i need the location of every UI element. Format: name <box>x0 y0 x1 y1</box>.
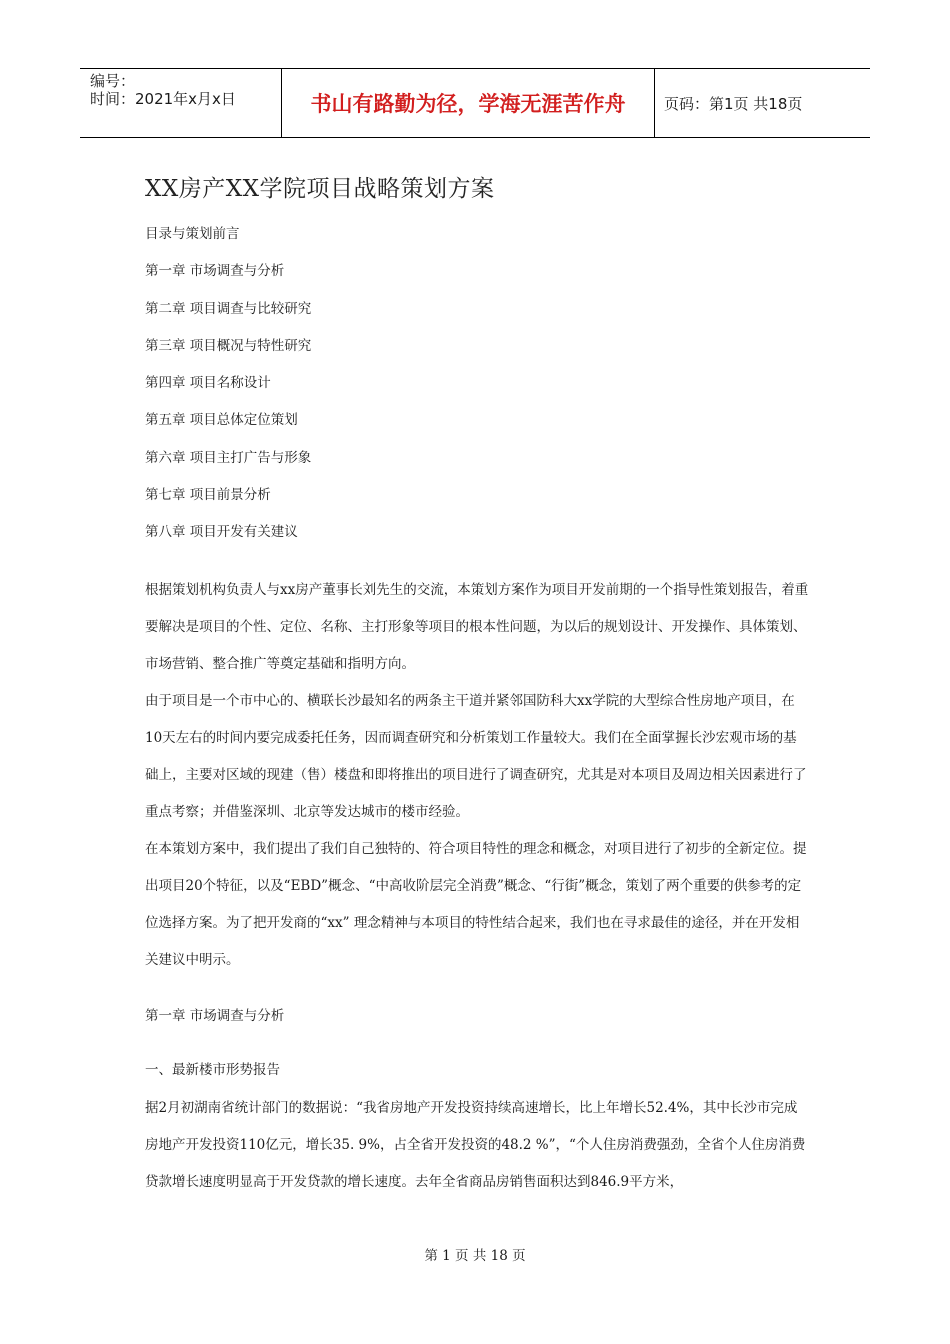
chapter-heading: 第一章 市场调查与分析 <box>145 1008 285 1024</box>
toc-item: 第七章 项目前景分析 <box>145 487 271 504</box>
document-number: 编号： <box>90 72 136 90</box>
section-paragraph: 据2月初湖南省统计部门的数据说：“我省房地产开发投资持续高速增长，比上年增长52.4%，其中长沙市完成房地产开发投资110亿元，增长35. 9%，占全省开发投资的48.2 %”，“个人住房消费强劲，全省个人住房消费贷款增长速度明显高于开发贷款的增长速度。去年全省商品房销售面积达到846.9平方米， <box>145 1100 806 1190</box>
section-heading: 一、最新楼市形势报告 <box>145 1062 280 1078</box>
document-title: XX房产XX学院项目战略策划方案 <box>145 176 495 202</box>
toc-item: 目录与策划前言 <box>145 226 240 242</box>
document-date: 时间：2021年x月x日 <box>90 90 236 108</box>
toc-item: 第六章 项目主打广告与形象 <box>145 449 312 466</box>
table-of-contents <box>145 222 311 558</box>
preface-paragraph: 根据策划机构负责人与xx房产董事长刘先生的交流，本策划方案作为项目开发前期的一个指导性策划报告，着重要解决是项目的个性、定位、名称、主打形象等项目的根本性问题，为以后的规划设计、开发操作、具体策划、市场营销、整合推广等奠定基础和指明方向。 <box>145 582 809 672</box>
toc-item: 第八章 项目开发有关建议 <box>145 524 298 541</box>
preface <box>145 572 809 979</box>
header-page-info: 页码：第1页 共18页 <box>664 94 803 113</box>
page-header <box>80 68 870 138</box>
toc-item: 第三章 项目概况与特性研究 <box>145 337 312 354</box>
preface-paragraph: 在本策划方案中，我们提出了我们自己独特的、符合项目特性的理念和概念，对项目进行了初步的全新定位。提出项目20个特征，以及“EBD”概念、“中高收阶层完全消费”概念、“行街”概念，策划了两个重要的供参考的定位选择方案。为了把开发商的“xx” 理念精神与本项目的特性结合起来，我们也在寻求最佳的途径，并在开发相关建议中明示。 <box>145 841 807 968</box>
toc-item: 第五章 项目总体定位策划 <box>145 412 298 429</box>
page-footer: 第 1 页 共 18 页 <box>424 1248 526 1264</box>
toc-item: 第一章 市场调查与分析 <box>145 263 285 280</box>
toc-item: 第四章 项目名称设计 <box>145 375 271 392</box>
header-motto: 书山有路勤为径，学海无涯苦作舟 <box>282 69 655 137</box>
header-meta <box>80 69 282 137</box>
preface-paragraph: 由于项目是一个市中心的、横联长沙最知名的两条主干道并紧邻国防科大xx学院的大型综合性房地产项目，在10天左右的时间内要完成委托任务，因而调查研究和分析策划工作量较大。我们在全面掌握长沙宏观市场的基础上，主要对区域的现建（售）楼盘和即将推出的项目进行了调查研究，尤其是对本项目及周边相关因素进行了重点考察；并借鉴深圳、北京等发达城市的楼市经验。 <box>145 693 807 820</box>
toc-item: 第二章 项目调查与比较研究 <box>145 300 312 317</box>
